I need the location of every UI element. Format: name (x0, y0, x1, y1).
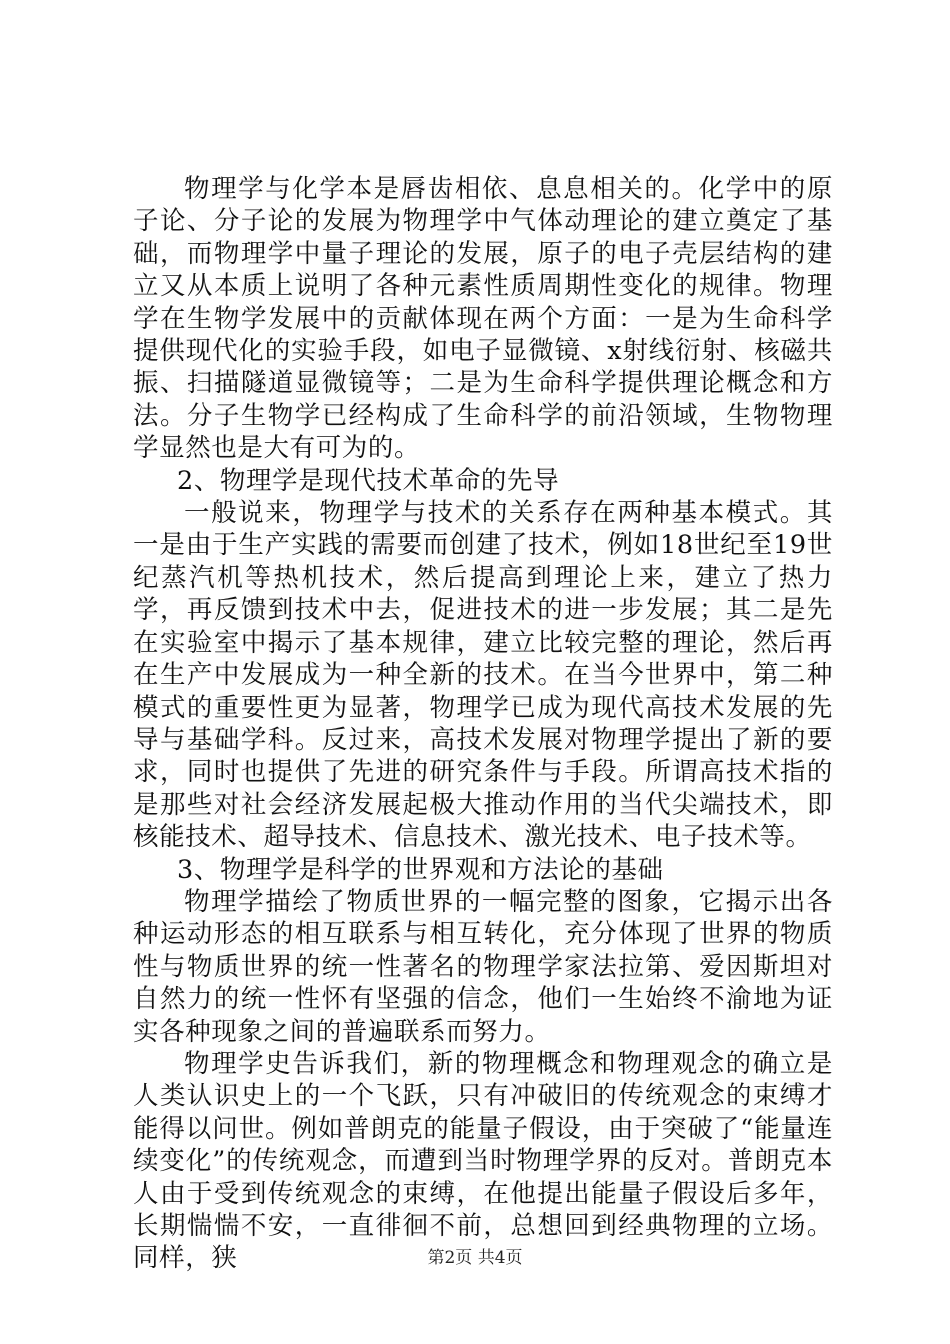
page-footer: 第2页 共4页 (427, 1248, 523, 1268)
paragraph-physics-chemistry-biology: 物理学与化学本是唇齿相依、息息相关的。化学中的原子论、分子论的发展为物理学中气体动理论的建立奠定了基础，而物理学中量子理论的发展，原子的电子壳层结构的建立又从本质上说明了各种元素性质周期性变化的规律。物理学在生物学发展中的贡献体现在两个方面：一是为生命科学提供现代化的实验手段，如电子显微镜、x射线衍射、核磁共振、扫描隧道显微镜等；二是为生命科学提供理论概念和方法。分子生物学已经构成了生命科学的前沿领域，生物物理学显然也是大有可为的。 (133, 174, 833, 464)
document-body (133, 173, 833, 1275)
paragraph-physics-technology: 一般说来，物理学与技术的关系存在两种基本模式。其一是由于生产实践的需要而创建了技术，例如18世纪至19世纪蒸汽机等热机技术，然后提高到理论上来，建立了热力学，再反馈到技术中去，促进技术的进一步发展；其二是先在实验室中揭示了基本规律，建立比较完整的理论，然后再在生产中发展成为一种全新的技术。在当今世界中，第二种模式的重要性更为显著，物理学已成为现代高技术发展的先导与基础学科。反过来，高技术发展对物理学提出了新的要求，同时也提供了先进的研究条件与手段。所谓高技术指的是那些对社会经济发展起极大推动作用的当代尖端技术，即核能技术、超导技术、信息技术、激光技术、电子技术等。 (133, 498, 833, 853)
paragraph-worldview: 物理学描绘了物质世界的一幅完整的图象，它揭示出各种运动形态的相互联系与相互转化，充分体现了世界的物质性与物质世界的统一性著名的物理学家法拉第、爱因斯坦对自然力的统一性怀有坚强的信念，他们一生始终不渝地为证实各种现象之间的普遍联系而努力。 (133, 886, 833, 1047)
section-heading-2: 2、物理学是现代技术革命的先导 (177, 465, 560, 496)
section-heading-3: 3、物理学是科学的世界观和方法论的基础 (177, 854, 664, 885)
paragraph-history: 物理学史告诉我们，新的物理概念和物理观念的确立是人类认识史上的一个飞跃，只有冲破旧的传统观念的束缚才能得以问世。例如普朗克的能量子假设，由于突破了“能量连续变化”的传统观念，而遭到当时物理学界的反对。普朗克本人由于受到传统观念的束缚，在他提出能量子假设后多年，长期惴惴不安，一直徘徊不前，总想回到经典物理的立场。同样，狭 (133, 1048, 833, 1274)
